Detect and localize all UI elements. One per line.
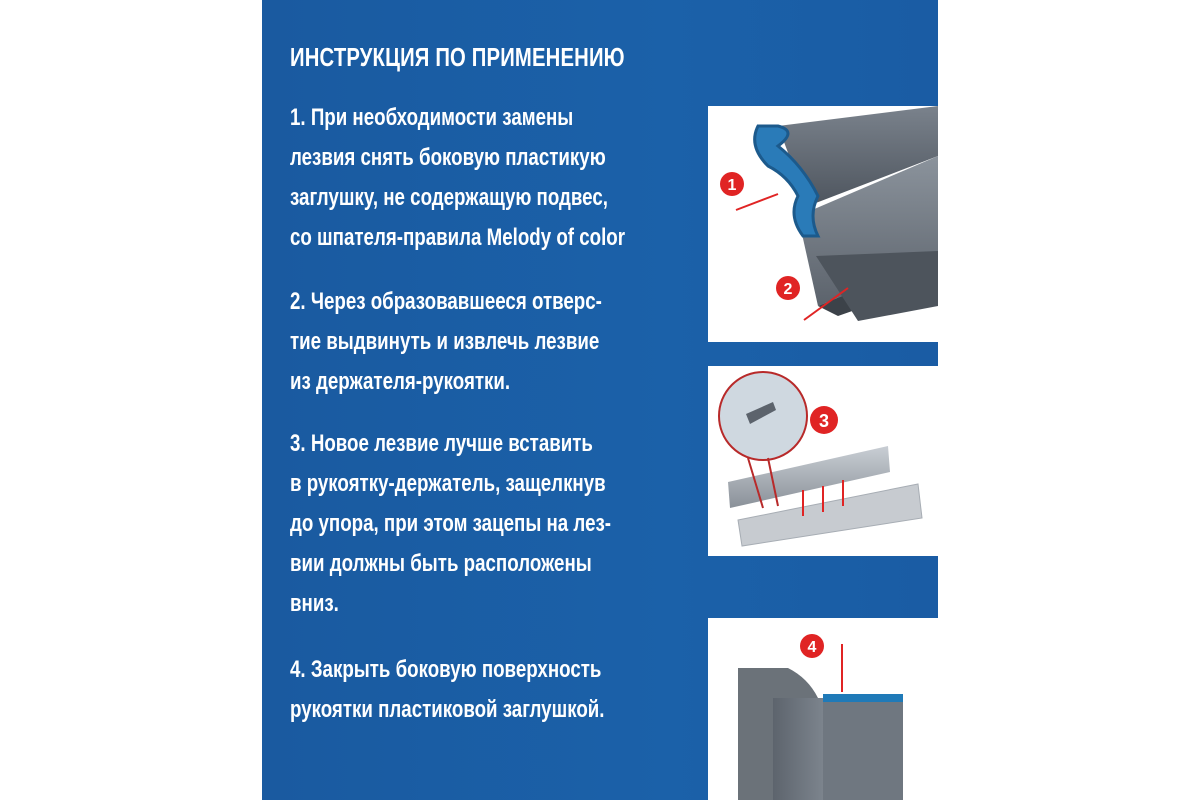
step-1-text — [290, 98, 625, 258]
marker-4-label: 4 — [807, 639, 817, 656]
step-1-line: со шпателя-правила Melody of color — [290, 224, 625, 251]
step-3-text — [290, 424, 611, 624]
illustration-step-4 — [708, 618, 938, 800]
marker-2-label: 2 — [783, 281, 793, 298]
step-4-line: 4. Закрыть боковую поверхность — [290, 656, 602, 683]
marker-1-label: 1 — [727, 177, 737, 194]
step-1-line: лезвия снять боковую пластикую — [290, 144, 606, 171]
step-4-text — [290, 650, 604, 730]
step-2-line: из держателя-рукоятки. — [290, 368, 511, 395]
step-3-line: до упора, при этом зацепы на лез- — [290, 510, 612, 537]
endcap-close-illustration — [708, 618, 938, 800]
step-1-line: заглушку, не содержащую подвес, — [290, 184, 608, 211]
step-1-line: 1. При необходимости замены — [290, 104, 574, 131]
step-3-line: вии должны быть расположены — [290, 550, 592, 577]
step-3-line: в рукоятку-держатель, защелкнув — [290, 470, 606, 497]
step-2-text — [290, 282, 602, 402]
handle-endcap-illustration — [708, 106, 938, 342]
step-2-line: 2. Через образовавшееся отверс- — [290, 288, 602, 315]
illustration-step-1-2 — [708, 106, 938, 342]
step-3-line: 3. Новое лезвие лучше вставить — [290, 430, 593, 457]
step-2-line: тие выдвинуть и извлечь лезвие — [290, 328, 600, 355]
arrow-1-icon — [736, 194, 778, 210]
step-3-line: вниз. — [290, 590, 339, 617]
step-4-line: рукоятки пластиковой заглушкой. — [290, 696, 605, 723]
marker-3-label: 3 — [818, 411, 830, 431]
blade-insert-illustration — [708, 366, 938, 556]
illustration-step-3 — [708, 366, 938, 556]
instruction-title: ИНСТРУКЦИЯ ПО ПРИМЕНЕНИЮ — [290, 42, 625, 72]
